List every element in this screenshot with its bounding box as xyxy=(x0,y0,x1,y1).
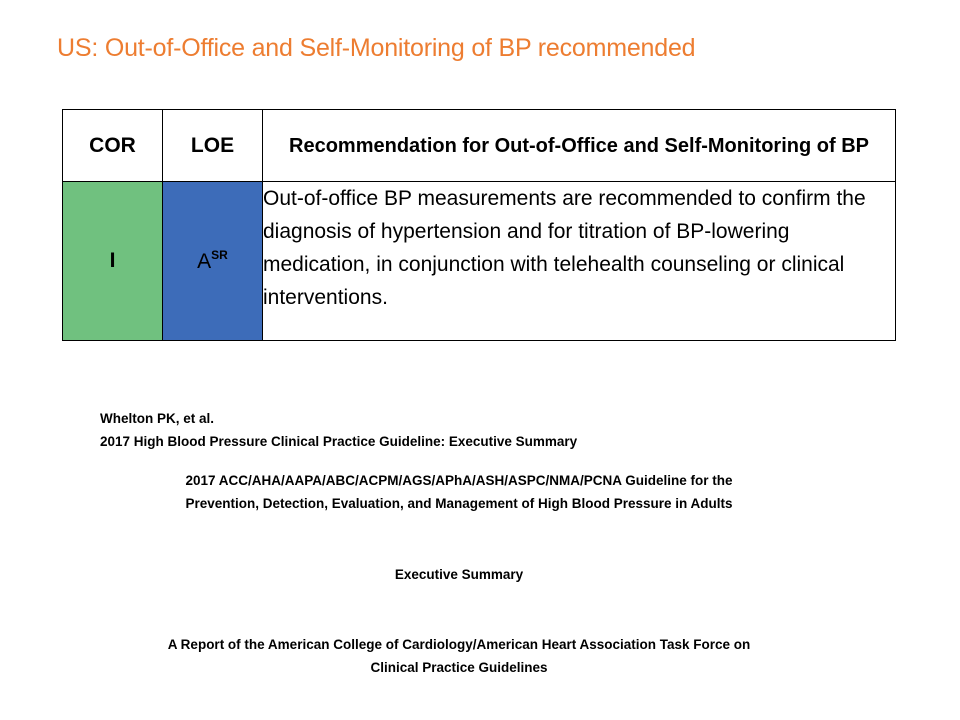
reference-report-line1: A Report of the American College of Cardiology/American Heart Association Task Force on xyxy=(167,637,751,652)
reference-report-line2: Clinical Practice Guidelines xyxy=(370,660,548,675)
recommendation-text: Out-of-office BP measurements are recommended to confirm the diagnosis of hypertension and for titration of BP-lowering medication, in conjunction with telehealth counseling or clinical interventions. xyxy=(263,182,896,341)
header-recommendation: Recommendation for Out-of-Office and Self-Monitoring of BP xyxy=(263,110,896,182)
header-cor: COR xyxy=(63,110,163,182)
slide-title: US: Out-of-Office and Self-Monitoring of BP recommended xyxy=(57,34,696,62)
loe-superscript: SR xyxy=(211,248,228,262)
loe-level: A xyxy=(197,250,212,273)
reference-full-title-line1: 2017 ACC/AHA/AAPA/ABC/ACPM/AGS/APhA/ASH/ASPC/NMA/PCNA Guideline for the xyxy=(185,473,733,488)
reference-section: Executive Summary xyxy=(394,567,524,582)
table-row xyxy=(63,182,896,341)
reference-report xyxy=(0,633,918,679)
reference-author: Whelton PK, et al. xyxy=(100,411,215,426)
table-header-row xyxy=(63,110,896,182)
loe-value xyxy=(163,182,263,341)
reference-full-title xyxy=(0,469,918,515)
header-loe: LOE xyxy=(163,110,263,182)
reference-full-title-line2: Prevention, Detection, Evaluation, and Management of High Blood Pressure in Adults xyxy=(185,496,733,511)
recommendation-table xyxy=(62,109,896,341)
cor-value: I xyxy=(63,182,163,341)
reference-short-title: 2017 High Blood Pressure Clinical Practice Guideline: Executive Summary xyxy=(100,434,578,449)
